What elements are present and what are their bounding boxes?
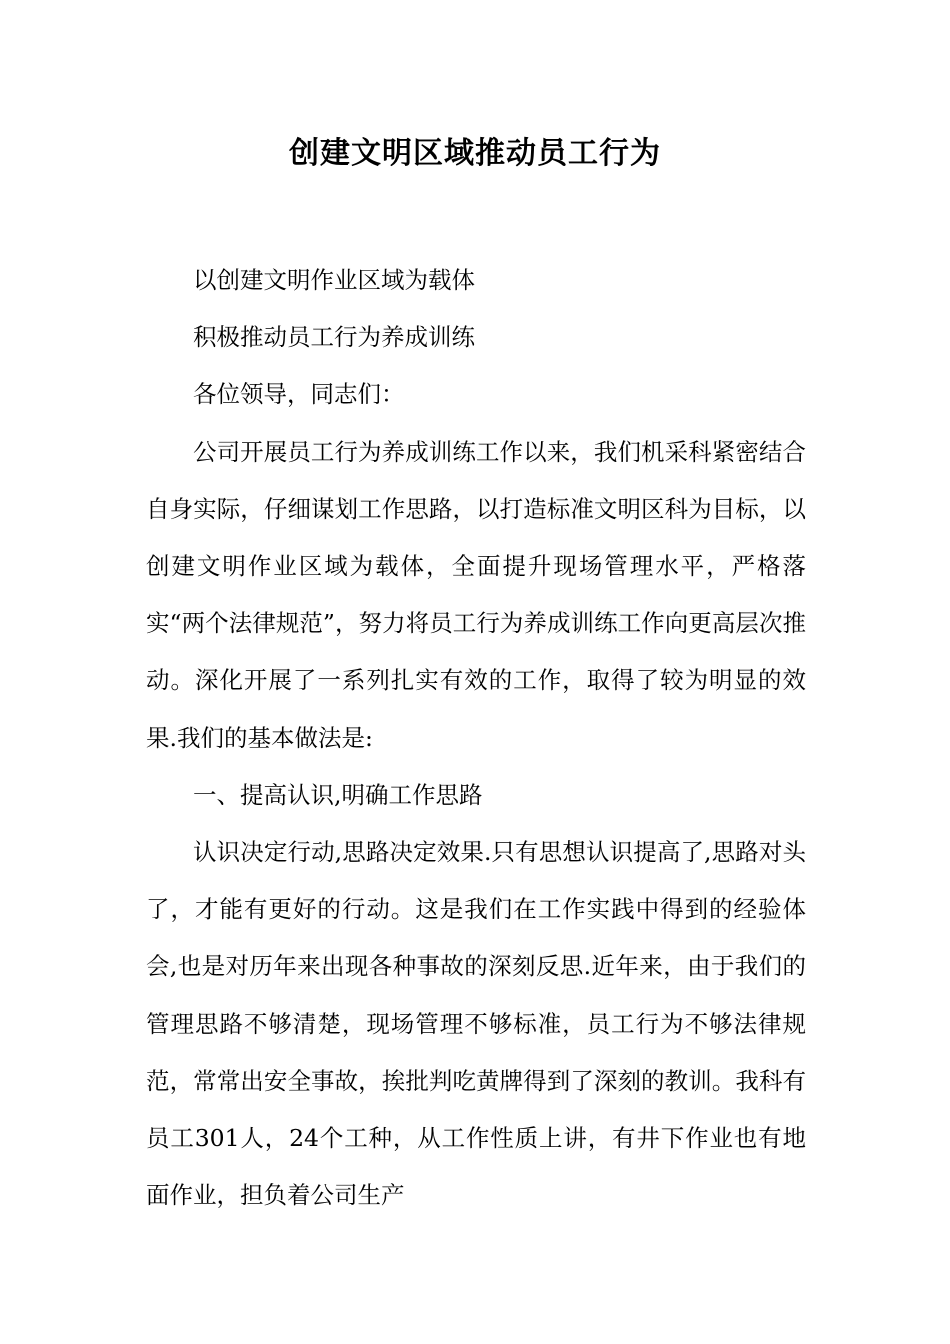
- section-heading: 一、提高认识,明确工作思路: [193, 780, 483, 809]
- document-title: 创建文明区域推动员工行为: [289, 136, 661, 171]
- salutation: 各位领导，同志们：: [193, 380, 405, 409]
- body-paragraph: 认识决定行动,思路决定效果.只有思想认识提高了,思路对头了，才能有更好的行动。这是我们在工作实践中得到的经验体会,也是对历年来出现各种事故的深刻反思.近年来，由于我们的管理思路不够清楚，现场管理不够标准，员工行为不够法律规范，常常出安全事故，挨批判吃黄牌得到了深刻的教训。我科有员工301人，24个工种，从工作性质上讲，有井下作业也有地面作业，担负着公司生产: [146, 838, 806, 1210]
- document-body: [146, 252, 806, 1224]
- subtitle-line-1: 以创建文明作业区域为载体: [193, 266, 475, 294]
- subtitle-line-2: 积极推动员工行为养成训练: [193, 323, 475, 352]
- body-paragraph: 公司开展员工行为养成训练工作以来，我们机采科紧密结合自身实际，仔细谋划工作思路，以打造标准文明区科为目标，以创建文明作业区域为载体，全面提升现场管理水平，严格落实“两个法律规范”，努力将员工行为养成训练工作向更高层次推动。深化开展了一系列扎实有效的工作，取得了较为明显的效果.我们的基本做法是:: [146, 437, 806, 752]
